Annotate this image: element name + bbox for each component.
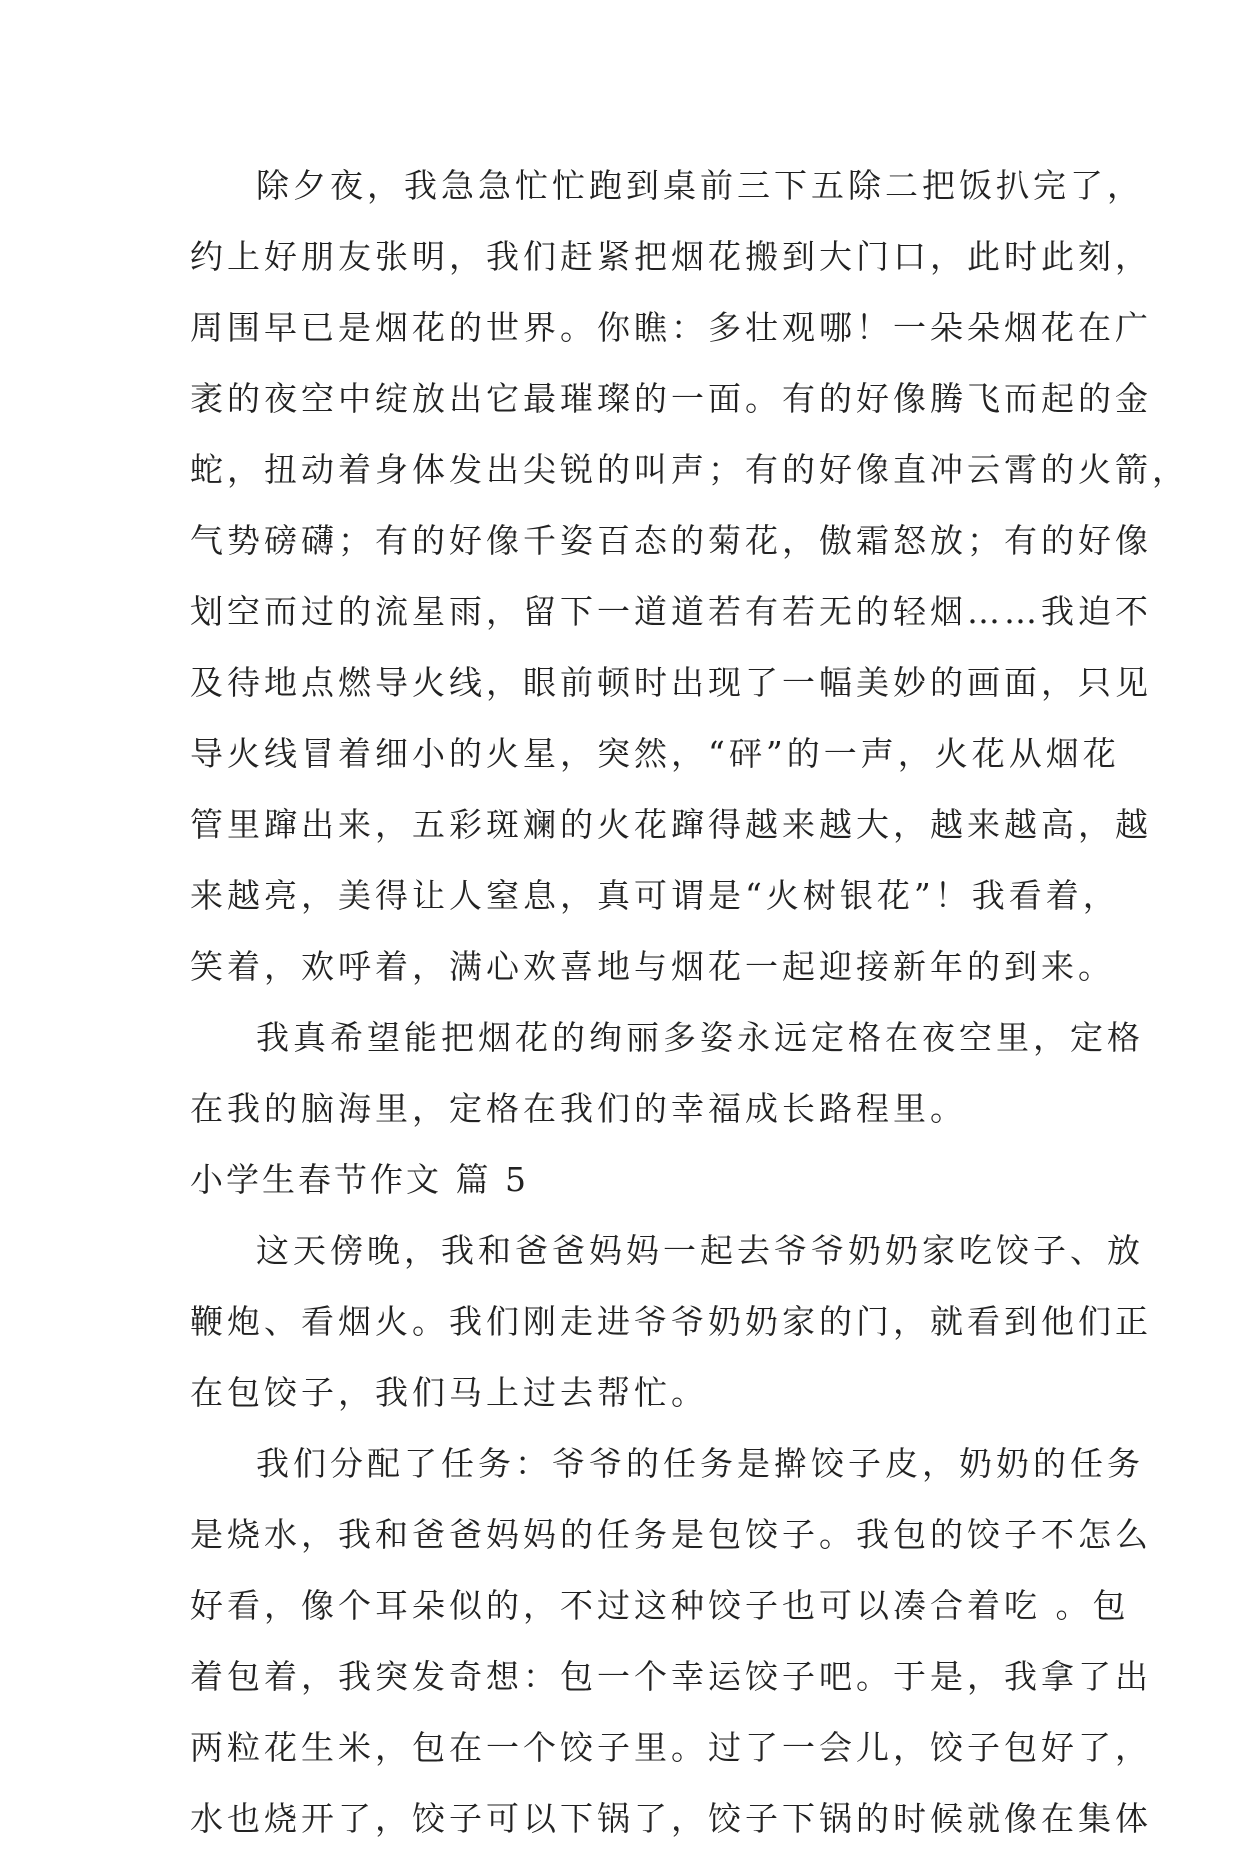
section-heading: 小学生春节作文 篇 5 bbox=[190, 1160, 529, 1199]
text-line: 除夕夜，我急急忙忙跑到桌前三下五除二把饭扒完了， bbox=[256, 166, 1144, 205]
text-line: 两粒花生米，包在一个饺子里。过了一会儿，饺子包好了， bbox=[190, 1728, 1152, 1767]
text-line: 周围早已是烟花的世界。你瞧：多壮观哪！一朵朵烟花在广 bbox=[190, 308, 1152, 347]
text-line: 在包饺子，我们马上过去帮忙。 bbox=[190, 1373, 708, 1412]
text-line: 着包着，我突发奇想：包一个幸运饺子吧。于是，我拿了出 bbox=[190, 1657, 1152, 1696]
paragraph bbox=[190, 1002, 1144, 1144]
text-line: 管里蹿出来，五彩斑斓的火花蹿得越来越大，越来越高，越 bbox=[190, 805, 1152, 844]
text-line: 水也烧开了，饺子可以下锅了，饺子下锅的时候就像在集体 bbox=[190, 1799, 1152, 1838]
text-line: 笑着，欢呼着，满心欢喜地与烟花一起迎接新年的到来。 bbox=[190, 947, 1115, 986]
text-line: 袤的夜空中绽放出它最璀璨的一面。有的好像腾飞而起的金 bbox=[190, 379, 1152, 418]
document-body bbox=[190, 150, 1189, 1854]
text-line: 气势磅礴；有的好像千姿百态的菊花，傲霜怒放；有的好像 bbox=[190, 521, 1152, 560]
text-line: 好看，像个耳朵似的，不过这种饺子也可以凑合着吃 。包 bbox=[190, 1586, 1130, 1625]
text-line: 导火线冒着细小的火星，突然，“砰”的一声，火花从烟花 bbox=[190, 734, 1120, 773]
text-line: 划空而过的流星雨，留下一道道若有若无的轻烟……我迫不 bbox=[190, 592, 1152, 631]
text-line: 我们分配了任务：爷爷的任务是擀饺子皮，奶奶的任务 bbox=[256, 1444, 1144, 1483]
paragraph bbox=[190, 150, 1189, 1002]
text-line: 是烧水，我和爸爸妈妈的任务是包饺子。我包的饺子不怎么 bbox=[190, 1515, 1152, 1554]
text-line: 来越亮，美得让人窒息，真可谓是“火树银花”！我看着， bbox=[190, 876, 1120, 915]
paragraph bbox=[190, 1428, 1152, 1854]
text-line: 及待地点燃导火线，眼前顿时出现了一幅美妙的画面，只见 bbox=[190, 663, 1152, 702]
text-line: 在我的脑海里，定格在我们的幸福成长路程里。 bbox=[190, 1089, 967, 1128]
text-line: 鞭炮、看烟火。我们刚走进爷爷奶奶家的门，就看到他们正 bbox=[190, 1302, 1152, 1341]
paragraph bbox=[190, 1215, 1152, 1428]
text-line: 这天傍晚，我和爸爸妈妈一起去爷爷奶奶家吃饺子、放 bbox=[256, 1231, 1144, 1270]
text-line: 约上好朋友张明，我们赶紧把烟花搬到大门口，此时此刻， bbox=[190, 237, 1152, 276]
text-line: 我真希望能把烟花的绚丽多姿永远定格在夜空里，定格 bbox=[256, 1018, 1144, 1057]
text-line: 蛇，扭动着身体发出尖锐的叫声；有的好像直冲云霄的火箭， bbox=[190, 450, 1189, 489]
